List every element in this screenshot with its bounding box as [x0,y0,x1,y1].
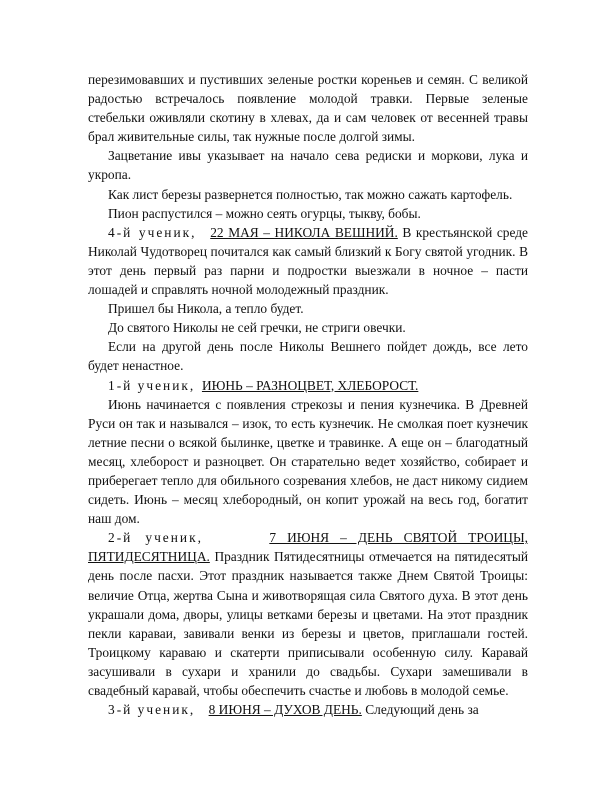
paragraph-proverb-1 [88,299,528,318]
paragraph-text: Следующий день за [365,702,479,718]
paragraph-text: Как лист березы развернется полностью, так можно сажать картофель. [108,186,513,202]
speaker-label: 2-й ученик, [108,530,203,546]
speaker-label: 3-й ученик, [108,702,196,718]
paragraph-birch [88,185,528,204]
paragraph-text: Пришел бы Никола, а тепло будет. [108,301,304,317]
speaker-label: 1-й ученик, [108,377,196,393]
paragraph-text: Зацветание ивы указывает на начало сева редиски и моркови, лука и укропа. [88,148,528,183]
paragraph-spirit-day [88,700,528,719]
paragraph-text: Июнь начинается с появления стрекозы и пения кузнечика. В Древней Руси он так и назывался – изок, то есть кузнечик. Не смолкая поет кузнечик летние песни о всякой былинке, цветке и травинке. А еще он – благодатный месяц, хлебороcт и разноцвет. Он старательно ведет хозяйство, собирает и приберегает тепло для обильного созревания хлебов, не даст никому сидием сидеть. Июнь – месяц хлебородный, он копит урожай на весь год, богатит наш дом. [88,396,528,527]
paragraph-text: В крестьянской среде Николай Чудотворец почитался как самый близкий к Богу святой угодник. В этот день первый раз парни и подростки выезжали в ночное – пасти лошадей и справлять ночной молодежный праздник. [88,224,528,298]
document-body [88,70,528,719]
paragraph-spring-greens [88,70,528,146]
paragraph-june-heading [88,376,528,395]
paragraph-trinity [88,528,528,700]
paragraph-text: Пион распустился – можно сеять огурцы, тыкву, бобы. [108,205,421,221]
paragraph-peony [88,204,528,223]
paragraph-nikola [88,223,528,299]
section-heading: ИЮНЬ – РАЗНОЦВЕТ, ХЛЕБОРОСТ. [201,377,419,393]
paragraph-proverb-3 [88,337,528,375]
paragraph-proverb-2 [88,318,528,337]
section-heading: 22 МАЯ – НИКОЛА ВЕШНИЙ. [210,224,398,240]
paragraph-text: Если на другой день после Николы Вешнего пойдет дождь, все лето будет ненастное. [88,339,528,374]
paragraph-text: перезимовавших и пустивших зеленые ростки кореньев и семян. С великой радостью встречалось появление молодой травки. Первые зеленые стебельки оживляли скотину в хлевах, да и сам человек от весенней травы брал живительные силы, так нужные после долгой зимы. [88,72,528,145]
section-heading: 7 ИЮНЯ – ДЕНЬ СВЯТОЙ ТРОИЦЫ, ПЯТИДЕСЯТНИЦА. [88,530,529,565]
paragraph-willow [88,146,528,184]
section-heading: 8 ИЮНЯ – ДУХОВ ДЕНЬ. [208,702,362,718]
paragraph-text: Праздник Пятидесятницы отмечается на пятидесятый день после пасхи. Этот праздник называется также Днем Святой Троицы: величие Отца, жертва Сына и животворящая сила Святого духа. В этот день украшали дома, дворы, улицы ветками березы и цветами. На этот праздник пекли караваи, завивали венки из березы и цветов, приглашали гостей. Троицкому караваю и скатерти приписывали особенную силу. Каравай засушивали в сухари и хранили до свадьбы. Сухари замешивали в свадебный каравай, чтобы обеспечить счастье и любовь в молодой семье. [88,549,529,698]
paragraph-text: До святого Николы не сей гречки, не стриги овечки. [108,320,406,336]
speaker-label: 4-й ученик, [108,224,197,240]
paragraph-june [88,395,528,529]
